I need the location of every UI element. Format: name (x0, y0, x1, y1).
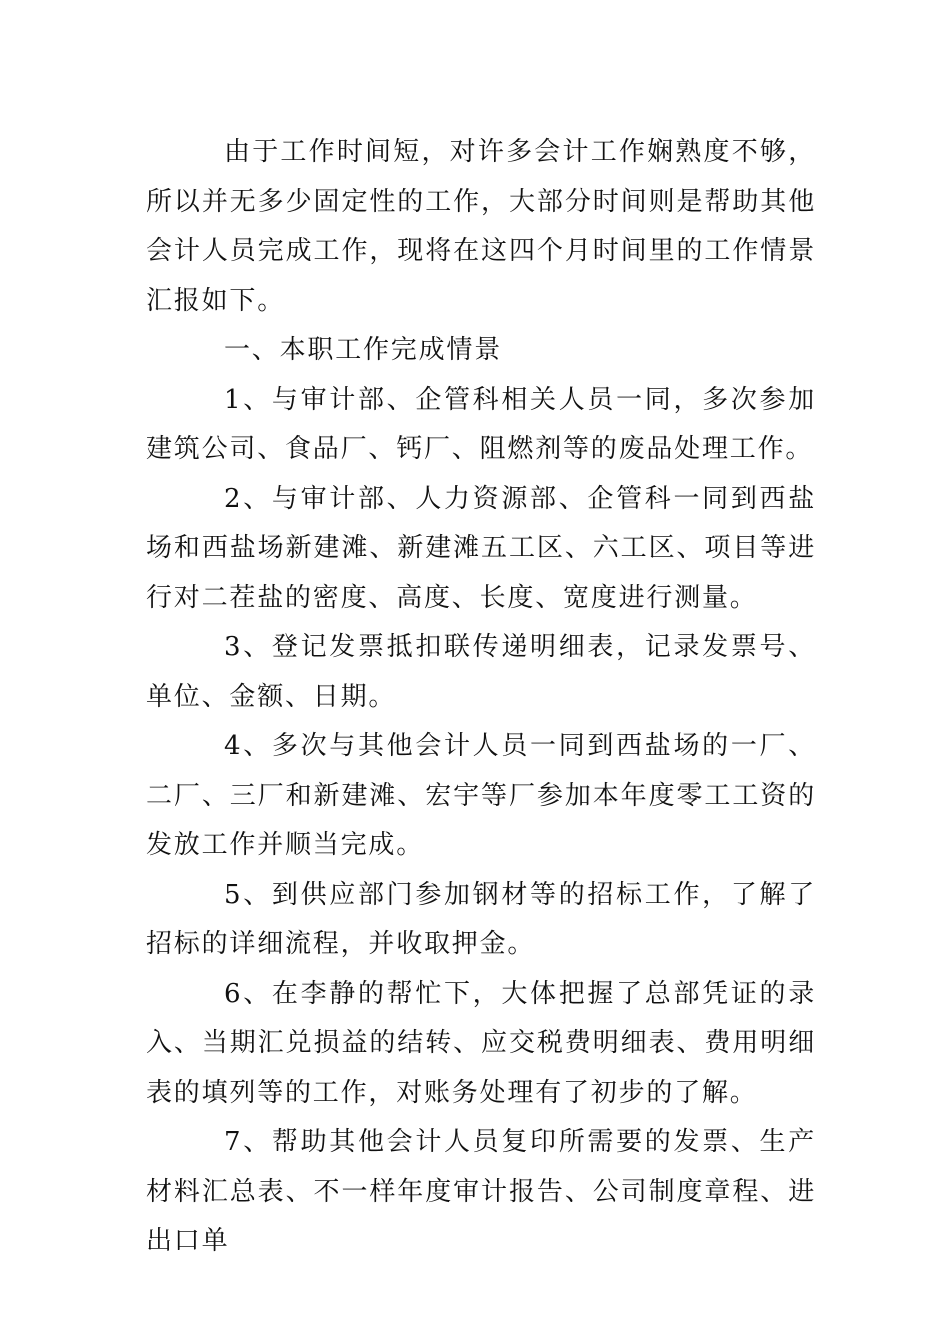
paragraph-item-6: 6、在李静的帮忙下，大体把握了总部凭证的录入、当期汇兑损益的结转、应交税费明细表、费用明细表的填列等的工作，对账务处理有了初步的了解。 (146, 978, 816, 1108)
paragraph-item-1: 1、与审计部、企管科相关人员一同，多次参加建筑公司、食品厂、钙厂、阻燃剂等的废品处理工作。 (146, 384, 816, 464)
paragraph-item-3: 3、登记发票抵扣联传递明细表，记录发票号、单位、金额、日期。 (146, 632, 816, 712)
paragraph-intro: 由于工作时间短，对许多会计工作娴熟度不够，所以并无多少固定性的工作，大部分时间则是帮助其他会计人员完成工作，现将在这四个月时间里的工作情景汇报如下。 (146, 137, 816, 316)
paragraph-item-5: 5、到供应部门参加钢材等的招标工作，了解了招标的详细流程，并收取押金。 (146, 879, 816, 959)
paragraph-item-7: 7、帮助其他会计人员复印所需要的发票、生产材料汇总表、不一样年度审计报告、公司制度章程、进出口单 (146, 1127, 816, 1256)
document-body (146, 128, 816, 1267)
section-heading: 一、本职工作完成情景 (224, 335, 503, 365)
paragraph-item-4: 4、多次与其他会计人员一同到西盐场的一厂、二厂、三厂和新建滩、宏宇等厂参加本年度零工工资的发放工作并顺当完成。 (146, 731, 816, 860)
paragraph-item-2: 2、与审计部、人力资源部、企管科一同到西盐场和西盐场新建滩、新建滩五工区、六工区、项目等进行对二茬盐的密度、高度、长度、宽度进行测量。 (146, 483, 816, 613)
